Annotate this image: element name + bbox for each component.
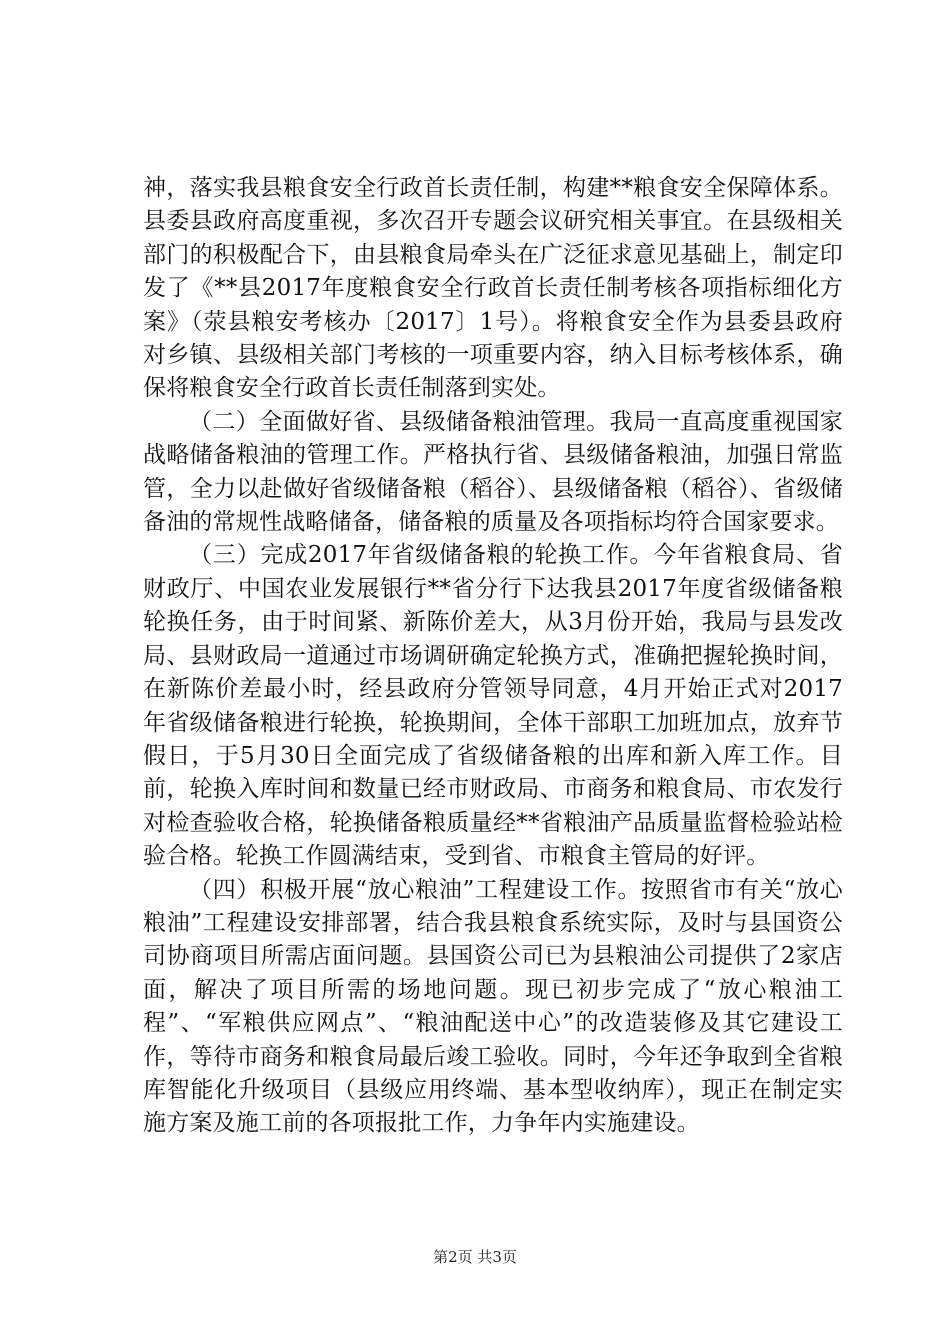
paragraph-4: （四）积极开展“放心粮油”工程建设工作。按照省市有关“放心粮油”工程建设安排部署，结合我县粮食系统实际，及时与县国资公司协商项目所需店面问题。县国资公司已为县粮油公司提供了2家店面，解决了项目所需的场地问题。现已初步完成了“放心粮油工程”、“军粮供应网点”、“粮油配送中心”的改造装修及其它建设工作，等待市商务和粮食局最后竣工验收。同时，今年还争取到全省粮库智能化升级项目（县级应用终端、基本型收纳库），现正在制定实施方案及施工前的各项报批工作，力争年内实施建设。 xyxy=(143,876,843,1137)
paragraph-3: （三）完成2017年省级储备粮的轮换工作。今年省粮食局、省财政厅、中国农业发展银行**省分行下达我县2017年度省级储备粮轮换任务，由于时间紧、新陈价差大，从3月份开始，我局与县发改局、县财政局一道通过市场调研确定轮换方式，准确把握轮换时间，在新陈价差最小时，经县政府分管领导同意，4月开始正式对2017年省级储备粮进行轮换，轮换期间，全体干部职工加班加点，放弃节假日，于5月30日全面完成了省级储备粮的出库和新入库工作。目前，轮换入库时间和数量已经市财政局、市商务和粮食局、市农发行对检查验收合格，轮换储备粮质量经**省粮油产品质量监督检验站检验合格。轮换工作圆满结束，受到省、市粮食主管局的好评。 xyxy=(143,542,843,870)
document-body xyxy=(143,172,843,1141)
page-footer: 第2页 共3页 xyxy=(433,1248,517,1266)
paragraph-2: （二）全面做好省、县级储备粮油管理。我局一直高度重视国家战略储备粮油的管理工作。严格执行省、县级储备粮油，加强日常监管，全力以赴做好省级储备粮（稻谷）、县级储备粮（稻谷）、省级储备油的常规性战略储备，储备粮的质量及各项指标均符合国家要求。 xyxy=(143,408,843,536)
paragraph-1: 神，落实我县粮食安全行政首长责任制，构建**粮食安全保障体系。县委县政府高度重视，多次召开专题会议研究相关事宜。在县级相关部门的积极配合下，由县粮食局牵头在广泛征求意见基础上，制定印发了《**县2017年度粮食安全行政首长责任制考核各项指标细化方案》（荥县粮安考核办〔2017〕1号）。将粮食安全作为县委县政府对乡镇、县级相关部门考核的一项重要内容，纳入目标考核体系，确保将粮食安全行政首长责任制落到实处。 xyxy=(143,175,843,402)
